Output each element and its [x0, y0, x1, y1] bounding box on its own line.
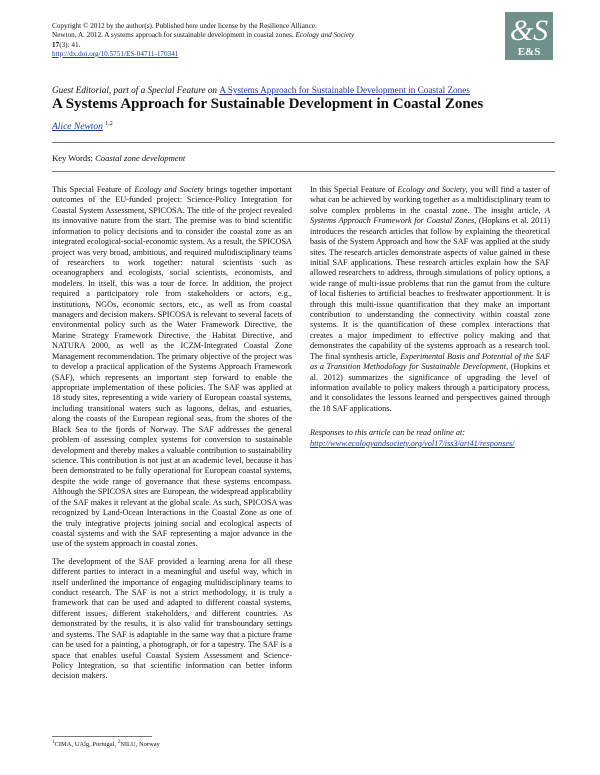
divider-bottom — [52, 171, 555, 172]
author-line — [52, 121, 113, 132]
citation-line: Newton, A. 2012. A systems approach for sustainable development in coastal zones. Ecology and Society — [52, 31, 355, 40]
special-feature-link[interactable]: A Systems Approach for Sustainable Development in Coastal Zones — [219, 85, 470, 95]
volume-line: 17(3): 41. — [52, 40, 81, 49]
logo-text: E&S — [517, 46, 541, 58]
author-link[interactable]: Alice Newton — [52, 122, 103, 133]
body-column-right — [310, 185, 550, 449]
responses-block — [310, 428, 550, 449]
paragraph-3: In this Special Feature of Ecology and Society, you will find a taster of what can be achieved by working together as a multidisciplinary team to solve complex problems in the coastal zone. The insight article, A Systems Approach Framework for Coastal Zones, (Hopkins et al. 2011) introduces the research articles that follow by explaining the theoretical basis of the System Approach and how the SAF was applied at the study sites. The research articles demonstrate aspects of value gained in these initial SAF applications. These research articles explain how the SAF allowed researchers to address, through simulations of policy options, a wide range of multi-issue problems that run the gamut from the culture of local fisheries to artificial beaches to freshwater apportionment. It is through this multi-issue quantification that they make an important contribution to understanding the connectivity within coastal zone systems. It is the quantification of these complex interactions that creates a major impediment to effective policy making and that demonstrates the capability of the systems approach as a research tool. The final synthesis article, Experimental Basis and Potential of the SAF as a Transition Methodology for Sustainable Development, (Hopkins et al. 2012) summarizes the significance of upgrading the level of information available to policy makers through a participatory process, and it consolidates the lessons learned and perspectives gained through the 18 SAF applications. — [310, 185, 550, 413]
keywords: Key Words: Coastal zone development — [52, 153, 186, 163]
volume-number: 17 — [52, 40, 60, 49]
divider-top — [52, 142, 555, 143]
journal-name: Ecology and Society — [295, 31, 355, 40]
footnote: $^1$CIMA, UAlg, Portugal, $^2$NILU, Norway — [52, 740, 160, 749]
author-affiliation: 1,2 — [105, 121, 113, 127]
journal-logo — [505, 12, 553, 60]
footnote-rule — [52, 736, 152, 737]
page-header — [52, 22, 472, 59]
doi-link[interactable]: http://dx.doi.org/10.5751/ES-04711-170341 — [52, 49, 179, 58]
article-title: A Systems Approach for Sustainable Development in Coastal Zones — [52, 96, 484, 112]
logo-symbol: &S — [509, 14, 549, 47]
paragraph-1: This Special Feature of Ecology and Society brings together important outcomes of the EU-funded project: Science-Policy Integration for Coastal System Assessment, SPICOSA. The title of the project revealed its innovative nature from the start. The premise was to bind scientific information to policy decisions and to consider the coastal zone as an integrated ecological-social-economic system. As a result, the SPICOSA project was very broad, ambitious, and required multidisciplinary teams of researchers to work together: natural scientists such as oceanographers and ecologists, social scientists, economists, and modelers. In itself, this was a tour de force. In addition, the project required a participatory role from stakeholders or actors, e.g., institutions, NGOs, economic sectors, etc., as well as from coastal managers and decision makers. SPICOSA is relevant to several facets of environmental policy such as the Water Framework Directive, the Marine Strategy Framework Directive, the Habitat Directive, and NATURA 2000, as well as the ICZM-Integrated Coastal Zone Management recommendation. The primary objective of the project was to develop a practical application of the Systems Approach Framework (SAF), which represents an important step forward to enable the appropriate implementation of these policies. The SAF was applied at 18 study sites, representing a wide variety of European coastal systems, including transitional waters such as lagoons, deltas, and estuaries, along the coasts of the European regional seas, from the shores of the Black Sea to the fjords of Norway. The SAF addresses the general problem of assessing complex systems for conversion to sustainable development and thereby makes a valuable contribution to sustainability science. This contribution is not just at an academic level, because it has been demonstrated to be fully operational for European coastal systems, despite the wide range of governance that these systems encompass. Although the SPICOSA sites are European, the widespread applicability of the SAF makes it relevant at the global scale. As such, SPICOSA was recognized by Land-Ocean Interactions in the Coastal Zone as one of the truly integrative projects joining social and ecological aspects of coastal systems and with the SAF representing a major advance in the use of the system approach in coastal zones. — [52, 185, 292, 549]
responses-label: Responses to this article can be read online at: — [310, 428, 466, 438]
copyright-line: Copyright © 2012 by the author(s). Published here under license by the Resilience Alliance. — [52, 22, 317, 30]
body-column-left — [52, 185, 292, 682]
responses-link[interactable]: http://www.ecologyandsociety.org/vol17/iss3/art41/responses/ — [310, 438, 515, 448]
paragraph-2: The development of the SAF provided a learning arena for all these different parties to interact in a meaningful and useful way, which in itself underlined the importance of engaging multidisciplinary teams to conduct research. The SAF is not a strict methodology, it is truly a framework that can be used and adapted to different coastal systems, different issues, different stakeholders, and different countries. As demonstrated by the results, it is also valid for transboundary settings and systems. The SAF is adaptable in the same way that a picture frame can be used for a painting, a photograph, or for a tapestry. The SAF is a space that enables useful Coastal System Assessment and Science-Policy Integration, so that scientific information can better inform decision makers. — [52, 556, 292, 681]
editorial-line: Guest Editorial, part of a Special Feature on A Systems Approach for Sustainable Development in Coastal Zones — [52, 85, 470, 95]
